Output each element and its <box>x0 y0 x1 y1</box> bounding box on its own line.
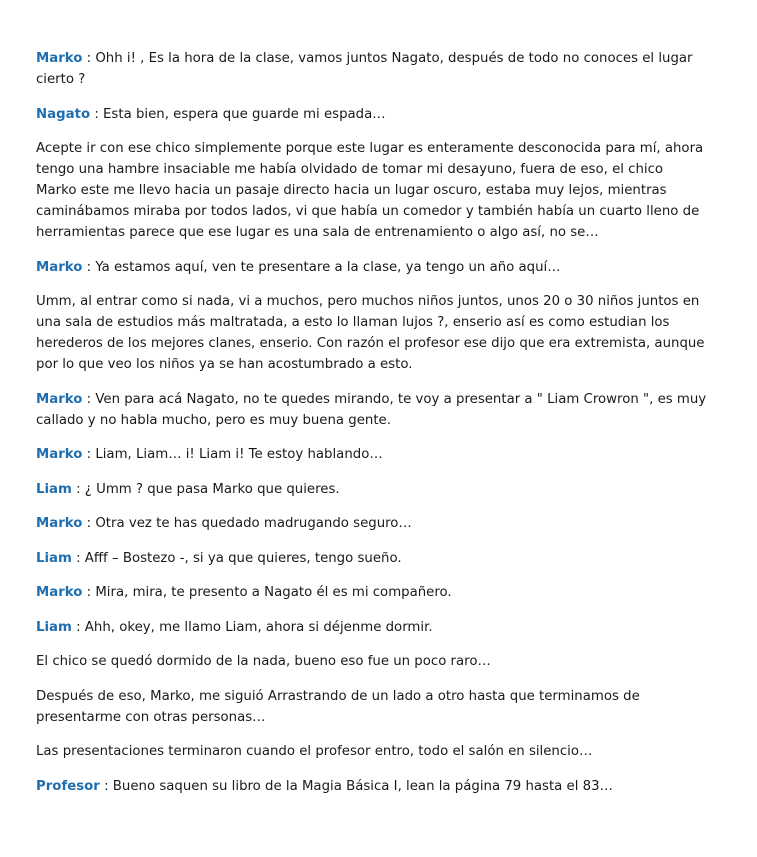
dialogue-line-marko <box>36 48 707 90</box>
speaker-separator: : <box>90 106 104 122</box>
narration-paragraph: Acepte ir con ese chico simplemente porque este lugar es enteramente desconocida para mí, ahora tengo una hambre insaciable me había olvidado de tomar mi desayuno, fuera de eso, el chico Marko este me llevo hacia un pasaje directo hacia un lugar oscuro, estaba muy lejos, mientras caminábamos miraba por todos lados, vi que había un comedor y también había un cuarto lleno de herramientas parece que ese lugar es una sala de entrenamiento o algo así, no se… <box>36 141 704 240</box>
line-text: Mira, mira, te presento a Nagato él es mi compañero. <box>95 585 452 600</box>
speaker-name: Marko <box>36 51 83 66</box>
speaker-separator: : <box>99 778 113 794</box>
narration-paragraph: El chico se quedó dormido de la nada, bueno eso fue un poco raro… <box>36 654 491 669</box>
speaker-name: Marko <box>36 516 83 531</box>
speaker-name: Marko <box>36 391 83 407</box>
line-text: Ahh, okey, me llamo Liam, ahora si déjenme dormir. <box>84 619 433 635</box>
speaker-name: Marko <box>36 259 83 275</box>
line-text: Ohh i! , Es la hora de la clase, vamos juntos Nagato, después de todo no conoces el lugar cierto ? <box>36 51 693 87</box>
speaker-separator: : <box>71 619 85 635</box>
speaker-name: Liam <box>36 550 72 566</box>
speaker-name: Nagato <box>36 106 91 122</box>
line-text: Afff – Bostezo -, si ya que quieres, tengo sueño. <box>84 550 402 566</box>
speaker-name: Profesor <box>36 778 100 794</box>
line-text: Ven para acá Nagato, no te quedes mirando, te voy a presentar a " Liam Crowron ", es muy callado y no habla mucho, pero es muy buena gente. <box>36 391 707 428</box>
speaker-name: Marko <box>36 447 83 462</box>
dialogue-line-liam <box>36 548 707 569</box>
speaker-name: Marko <box>36 585 83 600</box>
speaker-separator: : <box>71 481 85 497</box>
speaker-separator: : <box>82 447 96 462</box>
dialogue-line-liam <box>36 617 707 638</box>
speaker-separator: : <box>82 51 96 66</box>
speaker-name: Liam <box>36 481 72 497</box>
line-text: Bueno saquen su libro de la Magia Básica I, lean la página 79 hasta el 83… <box>112 778 613 794</box>
line-text: Otra vez te has quedado madrugando seguro… <box>95 516 412 531</box>
dialogue-line-marko <box>36 444 707 465</box>
line-text: ¿ Umm ? que pasa Marko que quieres. <box>84 481 340 497</box>
dialogue-line-marko <box>36 257 707 278</box>
line-text: Esta bien, espera que guarde mi espada… <box>103 106 386 122</box>
line-text: Ya estamos aquí, ven te presentare a la clase, ya tengo un año aquí… <box>95 259 561 275</box>
speaker-separator: : <box>82 391 96 407</box>
dialogue-line-marko <box>36 582 707 603</box>
narration-paragraph: Las presentaciones terminaron cuando el profesor entro, todo el salón en silencio… <box>36 744 593 759</box>
dialogue-line-nagato <box>36 104 707 125</box>
dialogue-line-liam <box>36 479 707 500</box>
speaker-separator: : <box>82 585 96 600</box>
speaker-name: Liam <box>36 619 72 635</box>
narration-paragraph: Umm, al entrar como si nada, vi a muchos, pero muchos niños juntos, unos 20 o 30 niños juntos en una sala de estudios más maltratada, a esto lo llaman lujos ?, enserio así es como estudian los herederos de los mejores clanes, enserio. Con razón el profesor ese dijo que era extremista, aunque por lo que veo los niños ya se han acostumbrado a esto. <box>36 294 705 372</box>
speaker-separator: : <box>82 259 96 275</box>
dialogue-line-profesor <box>36 776 707 797</box>
speaker-separator: : <box>82 516 96 531</box>
speaker-separator: : <box>71 550 85 566</box>
dialogue-line-marko <box>36 513 707 534</box>
narration-paragraph: Después de eso, Marko, me siguió Arrastrando de un lado a otro hasta que terminamos de presentarme con otras personas… <box>36 688 640 725</box>
dialogue-line-marko <box>36 389 707 431</box>
line-text: Liam, Liam… i! Liam i! Te estoy hablando… <box>95 447 383 462</box>
